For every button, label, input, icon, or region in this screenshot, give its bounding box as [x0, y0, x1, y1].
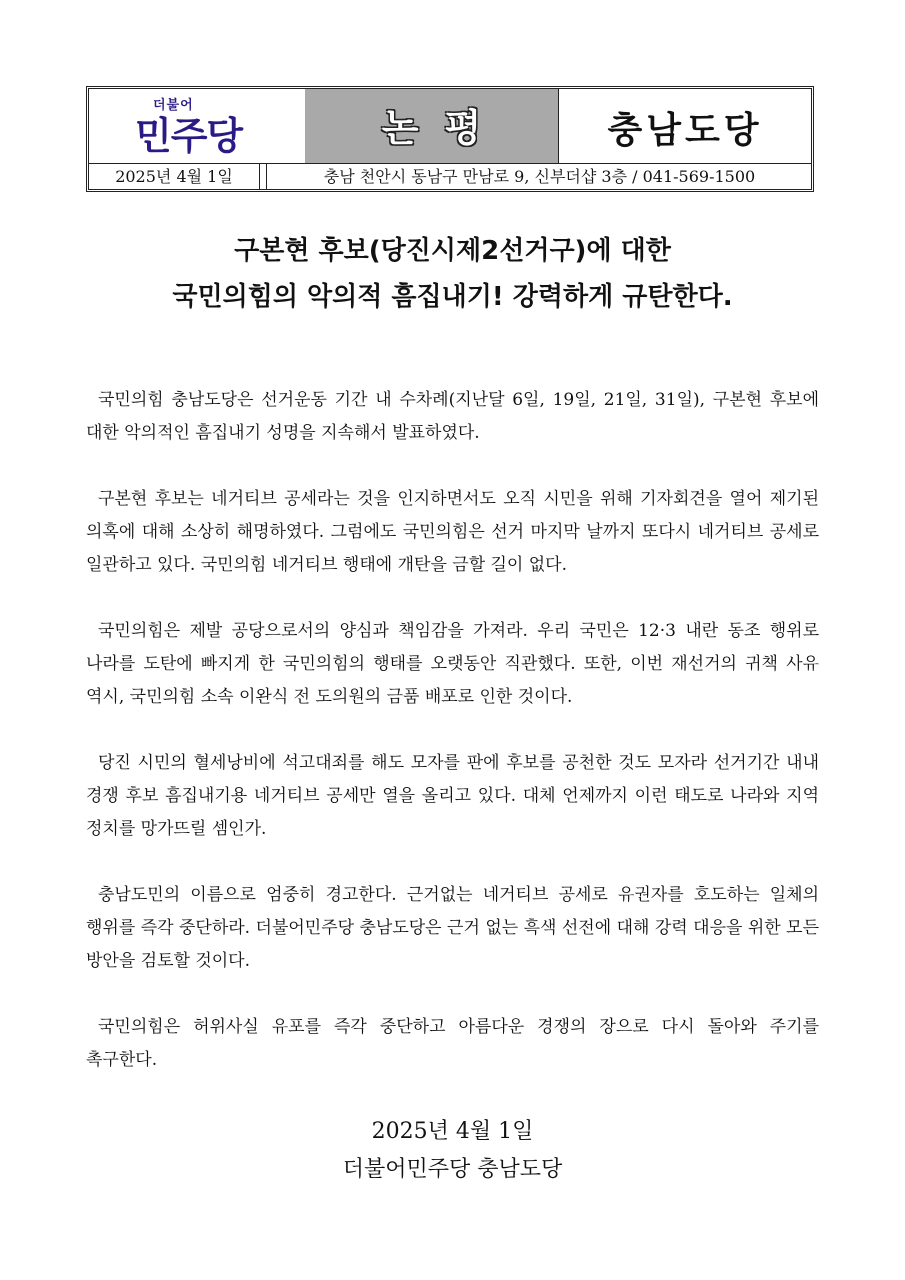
paragraph-3: 국민의힘은 제발 공당으로서의 양심과 책임감을 가져라. 우리 국민은 12·3 내란 동조 행위로 나라를 도탄에 빠지게 한 국민의힘의 행태를 오랫동안 직관했다. 또한, 이번 재선거의 귀책 사유 역시, 국민의힘 소속 이완식 전 도의원의 금품 배포로 인한 것이다.: [86, 621, 819, 707]
article-body: [86, 384, 819, 1110]
signature-block: [0, 1113, 905, 1189]
paragraph-4: 당진 시민의 혈세낭비에 석고대죄를 해도 모자를 판에 후보를 공천한 것도 모자라 선거기간 내내 경쟁 후보 흠집내기용 네거티브 공세만 열을 올리고 있다. 대체 언제까지 이런 태도로 나라와 지역 정치를 망가뜨릴 셈인가.: [86, 753, 819, 839]
org-name: 충남도당: [607, 110, 763, 151]
header-date: 2025년 4월 1일: [89, 164, 260, 189]
doc-type-label: 논평: [381, 106, 508, 150]
logo-main-text: 민주당: [135, 114, 243, 158]
press-header-table: [86, 86, 814, 192]
party-logo: [89, 89, 306, 163]
title-line-2: 국민의힘의 악의적 흠집내기! 강력하게 규탄한다.: [172, 282, 733, 312]
footer-date: 2025년 4월 1일: [371, 1119, 534, 1144]
title-line-1: 구본현 후보(당진시제2선거구)에 대한: [234, 236, 671, 266]
paragraph-6: 국민의힘은 허위사실 유포를 즉각 중단하고 아름다운 경쟁의 장으로 다시 돌아와 주기를 촉구한다.: [86, 1017, 819, 1070]
header-address: 충남 천안시 동남구 만남로 9, 신부더샵 3층 / 041-569-1500: [266, 164, 812, 189]
page-title: [0, 228, 905, 320]
org-cell: [559, 89, 811, 163]
header-bottom-row: [89, 164, 811, 189]
footer-signature: 더불어민주당 충남도당: [342, 1157, 563, 1182]
header-top-row: [89, 89, 811, 164]
paragraph-5: 충남도민의 이름으로 엄중히 경고한다. 근거없는 네거티브 공세로 유권자를 호도하는 일체의 행위를 즉각 중단하라. 더불어민주당 충남도당은 근거 없는 흑색 선전에 대해 강력 대응을 위한 모든 방안을 검토할 것이다.: [86, 885, 819, 971]
doc-type-cell: [305, 89, 559, 163]
paragraph-2: 구본현 후보는 네거티브 공세라는 것을 인지하면서도 오직 시민을 위해 기자회견을 열어 제기된 의혹에 대해 소상히 해명하였다. 그럼에도 국민의힘은 선거 마지막 날까지 또다시 네거티브 공세로 일관하고 있다. 국민의힘 네거티브 행태에 개탄을 금할 길이 없다.: [86, 489, 819, 575]
paragraph-1: 국민의힘 충남도당은 선거운동 기간 내 수차례(지난달 6일, 19일, 21일, 31일), 구본현 후보에 대한 악의적인 흠집내기 성명을 지속해서 발표하였다.: [86, 390, 819, 443]
logo-small-text: 더불어: [153, 98, 194, 113]
